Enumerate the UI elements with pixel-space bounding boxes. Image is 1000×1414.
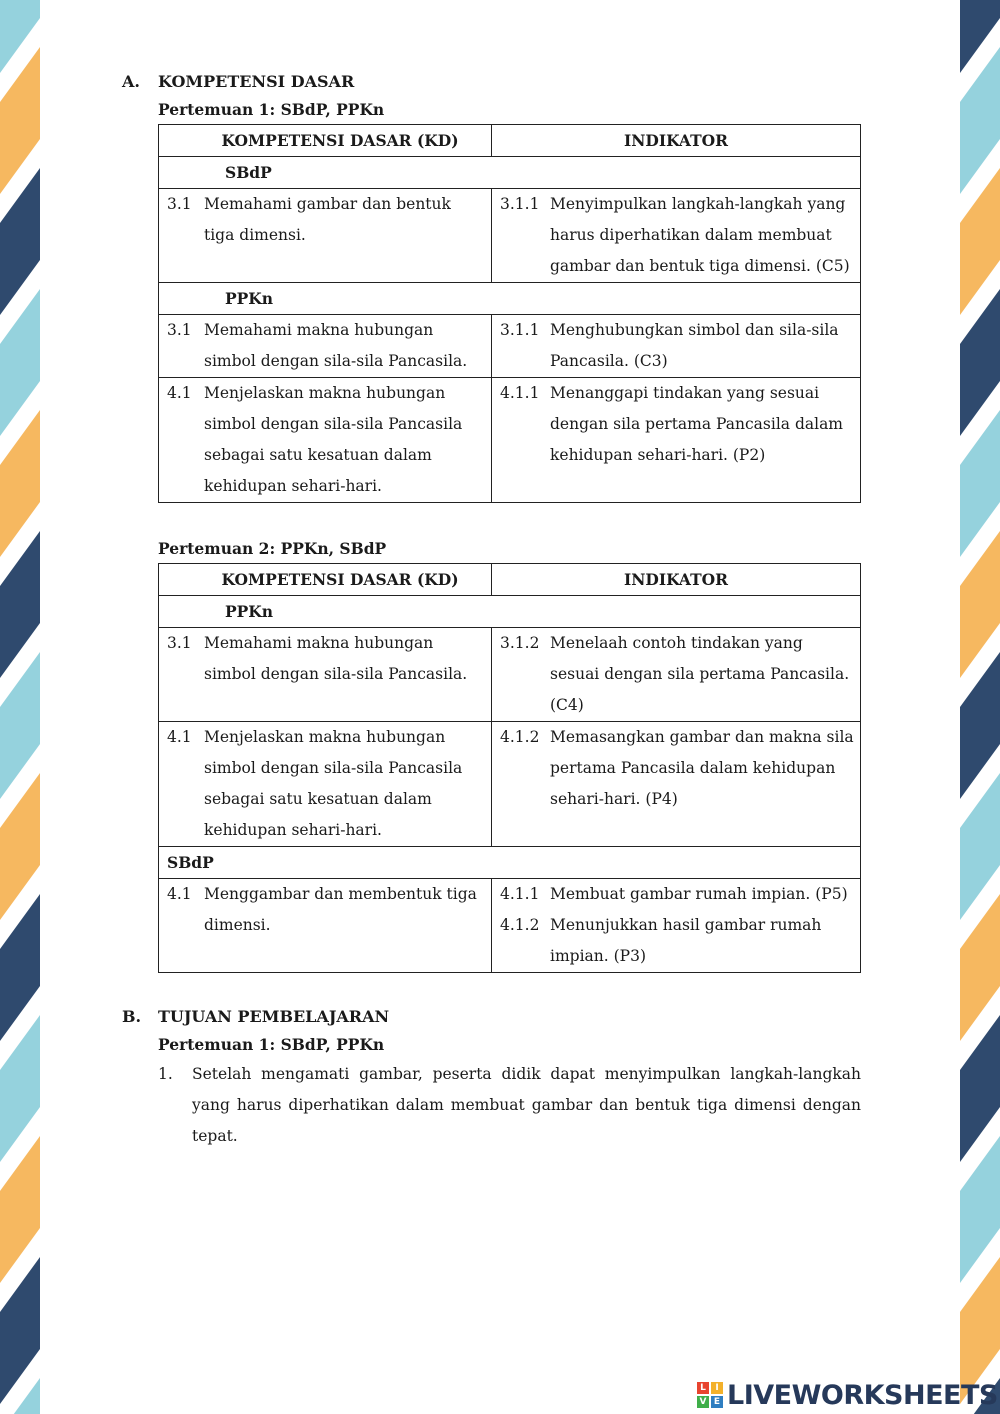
kd-cell: [159, 378, 492, 503]
kd-number: 3.1: [167, 195, 192, 213]
meeting-1-title: Pertemuan 1: SBdP, PPKn: [158, 99, 385, 119]
subject-row: [159, 157, 861, 189]
indicator-number: 3.1.1: [500, 195, 540, 213]
kd-text: Menjelaskan makna hubungan simbol dengan sila-sila Pancasila sebagai satu kesatuan dalam kehidupan sehari-hari.: [204, 728, 463, 839]
kd-text: Memahami makna hubungan simbol dengan sila-sila Pancasila.: [204, 634, 468, 683]
stripe: [960, 531, 1000, 678]
indicator-text: Menelaah contoh tindakan yang sesuai dengan sila pertama Pancasila. (C4): [550, 634, 850, 714]
kd-number: 3.1: [167, 321, 192, 339]
meeting-1-table: [158, 124, 861, 503]
logo-letter-e: E: [711, 1396, 723, 1408]
indicator-cell: [492, 378, 861, 503]
kd-text: Memahami gambar dan bentuk tiga dimensi.: [204, 195, 451, 244]
subject-label: SBdP: [159, 157, 861, 189]
liveworksheets-logo-icon: [697, 1382, 723, 1408]
document-content: [122, 68, 862, 1152]
kd-text: Menjelaskan makna hubungan simbol dengan sila-sila Pancasila sebagai satu kesatuan dalam kehidupan sehari-hari.: [204, 384, 463, 495]
kd-cell: [159, 879, 492, 973]
header-indikator: INDIKATOR: [492, 564, 861, 596]
stripe: [960, 289, 1000, 436]
table-row: [159, 315, 861, 378]
liveworksheets-logo: [697, 1379, 998, 1411]
stripe: [960, 410, 1000, 557]
stripe: [0, 652, 40, 799]
section-b-heading: [122, 1003, 862, 1029]
list-item: [158, 1059, 861, 1152]
section-b-letter: B.: [122, 1006, 142, 1026]
kd-number: 3.1: [167, 634, 192, 652]
stripe: [960, 168, 1000, 315]
logo-text: LIVEWORKSHEETS: [727, 1379, 998, 1411]
indicator-number: 4.1.1: [500, 384, 540, 402]
kd-cell: [159, 628, 492, 722]
stripe: [960, 1015, 1000, 1162]
stripe: [960, 773, 1000, 920]
subject-row: [159, 847, 861, 879]
kd-number: 4.1: [167, 384, 192, 402]
indicator-cell: [492, 189, 861, 283]
subject-label: PPKn: [159, 596, 861, 628]
objectives-list: [158, 1059, 861, 1152]
header-kd: KOMPETENSI DASAR (KD): [159, 125, 492, 157]
stripe: [960, 1136, 1000, 1283]
subject-row: [159, 283, 861, 315]
stripe: [0, 168, 40, 315]
section-b-title: TUJUAN PEMBELAJARAN: [158, 1006, 390, 1026]
kd-number: 4.1: [167, 885, 192, 903]
subject-label: SBdP: [159, 847, 861, 879]
stripe: [0, 47, 40, 194]
stripe: [0, 1015, 40, 1162]
logo-letter-i: I: [711, 1382, 723, 1394]
stripe: [960, 47, 1000, 194]
kd-number: 4.1: [167, 728, 192, 746]
indicator-number: 3.1.2: [500, 634, 540, 652]
indicator-text: Memasangkan gambar dan makna sila pertama Pancasila dalam kehidupan sehari-hari. (P4): [550, 728, 854, 808]
logo-letter-l: L: [697, 1382, 709, 1394]
table-row: [159, 628, 861, 722]
indicator-number: 4.1.2: [500, 728, 540, 746]
stripe: [0, 1136, 40, 1283]
stripe: [0, 410, 40, 557]
table-row: [159, 189, 861, 283]
indicator-text: Menanggapi tindakan yang sesuai dengan sila pertama Pancasila dalam kehidupan sehari-hari. (P2): [550, 384, 844, 464]
meeting-2-title: Pertemuan 2: PPKn, SBdP: [158, 538, 387, 558]
indicator-text: Menunjukkan hasil gambar rumah impian. (P3): [550, 916, 822, 965]
indicator-cell: [492, 879, 861, 973]
indicator-cell: [492, 628, 861, 722]
section-a-heading: [122, 68, 862, 94]
right-decorative-border: [960, 0, 1000, 1414]
indicator-cell: [492, 315, 861, 378]
indicator-text: Membuat gambar rumah impian. (P5): [550, 885, 848, 903]
stripe: [960, 894, 1000, 1041]
indicator-text: Menyimpulkan langkah-langkah yang harus diperhatikan dalam membuat gambar dan bentuk tiga dimensi. (C5): [550, 195, 850, 275]
table-row: [159, 378, 861, 503]
section-a-title: KOMPETENSI DASAR: [158, 71, 355, 91]
right-stripes-graphic: [960, 0, 1000, 1414]
stripe: [0, 894, 40, 1041]
kd-text: Memahami makna hubungan simbol dengan sila-sila Pancasila.: [204, 321, 468, 370]
header-kd: KOMPETENSI DASAR (KD): [159, 564, 492, 596]
table-header-row: [159, 125, 861, 157]
section-a-letter: A.: [122, 71, 140, 91]
subject-label: PPKn: [159, 283, 861, 315]
meeting-2-table: [158, 563, 861, 973]
indicator-number: 4.1.2: [500, 916, 540, 934]
left-stripes-graphic: [0, 0, 40, 1414]
indicator-cell: [492, 722, 861, 847]
section-b-meeting-title: Pertemuan 1: SBdP, PPKn: [158, 1034, 385, 1054]
indicator-number: 4.1.1: [500, 885, 540, 903]
kd-cell: [159, 315, 492, 378]
left-decorative-border: [0, 0, 40, 1414]
logo-letter-v: V: [697, 1396, 709, 1408]
stripe: [960, 652, 1000, 799]
kd-text: Menggambar dan membentuk tiga dimensi.: [204, 885, 477, 934]
indicator-text: Menghubungkan simbol dan sila-sila Pancasila. (C3): [550, 321, 839, 370]
indicator-number: 3.1.1: [500, 321, 540, 339]
table-header-row: [159, 564, 861, 596]
header-indikator: INDIKATOR: [492, 125, 861, 157]
table-row: [159, 879, 861, 973]
table-row: [159, 722, 861, 847]
kd-cell: [159, 722, 492, 847]
stripe: [0, 1257, 40, 1404]
kd-cell: [159, 189, 492, 283]
stripe: [0, 289, 40, 436]
list-number: 1.: [158, 1065, 173, 1083]
subject-row: [159, 596, 861, 628]
list-text: Setelah mengamati gambar, peserta didik dapat menyimpulkan langkah-langkah yang harus diperhatikan dalam membuat gambar dan bentuk tiga dimensi dengan tepat.: [192, 1065, 861, 1145]
stripe: [0, 531, 40, 678]
stripe: [0, 773, 40, 920]
